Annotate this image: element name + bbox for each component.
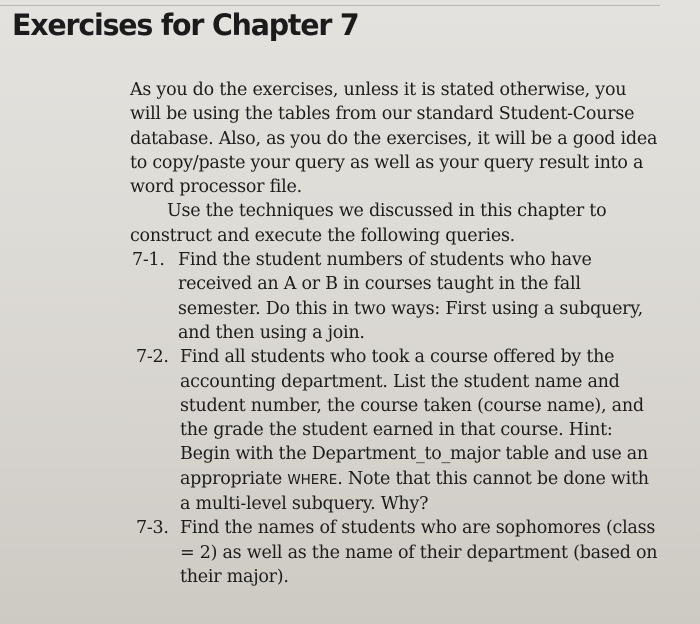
top-rule bbox=[0, 5, 660, 6]
exercise-7-1 bbox=[130, 248, 660, 345]
exercise-text: Find all students who took a course offered by the accounting department. List the student name and student number, the course taken (course name), and the grade the student earned in that course. Hint: Begin with the Department_to_major table and use an appropriate bbox=[180, 347, 648, 489]
chapter-title: Exercises for Chapter 7 bbox=[12, 8, 359, 42]
intro-paragraph: As you do the exercises, unless it is stated otherwise, you will be using the tables from our standard Student-Course database. Also, as you do the exercises, it will be a good idea to copy/paste your query as well as your query result into a word processor file. bbox=[130, 80, 658, 198]
exercise-number: 7-2. bbox=[136, 347, 169, 368]
exercise-number: 7-1. bbox=[132, 250, 165, 271]
exercise-number: 7-3. bbox=[136, 518, 169, 539]
exercise-7-2 bbox=[130, 345, 660, 516]
exercise-content bbox=[130, 78, 660, 589]
sql-keyword: WHERE bbox=[287, 471, 338, 488]
exercise-text-continued: . Note that this cannot be done with a multi-level subquery. Why? bbox=[180, 468, 649, 515]
exercise-text: Find the names of students who are sophomores (class = 2) as well as the name of their department (based on their major). bbox=[180, 518, 658, 587]
exercise-text: Find the student numbers of students who have received an A or B in courses taught in the fall semester. Do this in two ways: First using a subquery, and then using a join. bbox=[178, 250, 643, 343]
exercise-7-3 bbox=[130, 516, 660, 589]
instructions-paragraph: Use the techniques we discussed in this chapter to construct and execute the following queries. bbox=[130, 201, 607, 246]
